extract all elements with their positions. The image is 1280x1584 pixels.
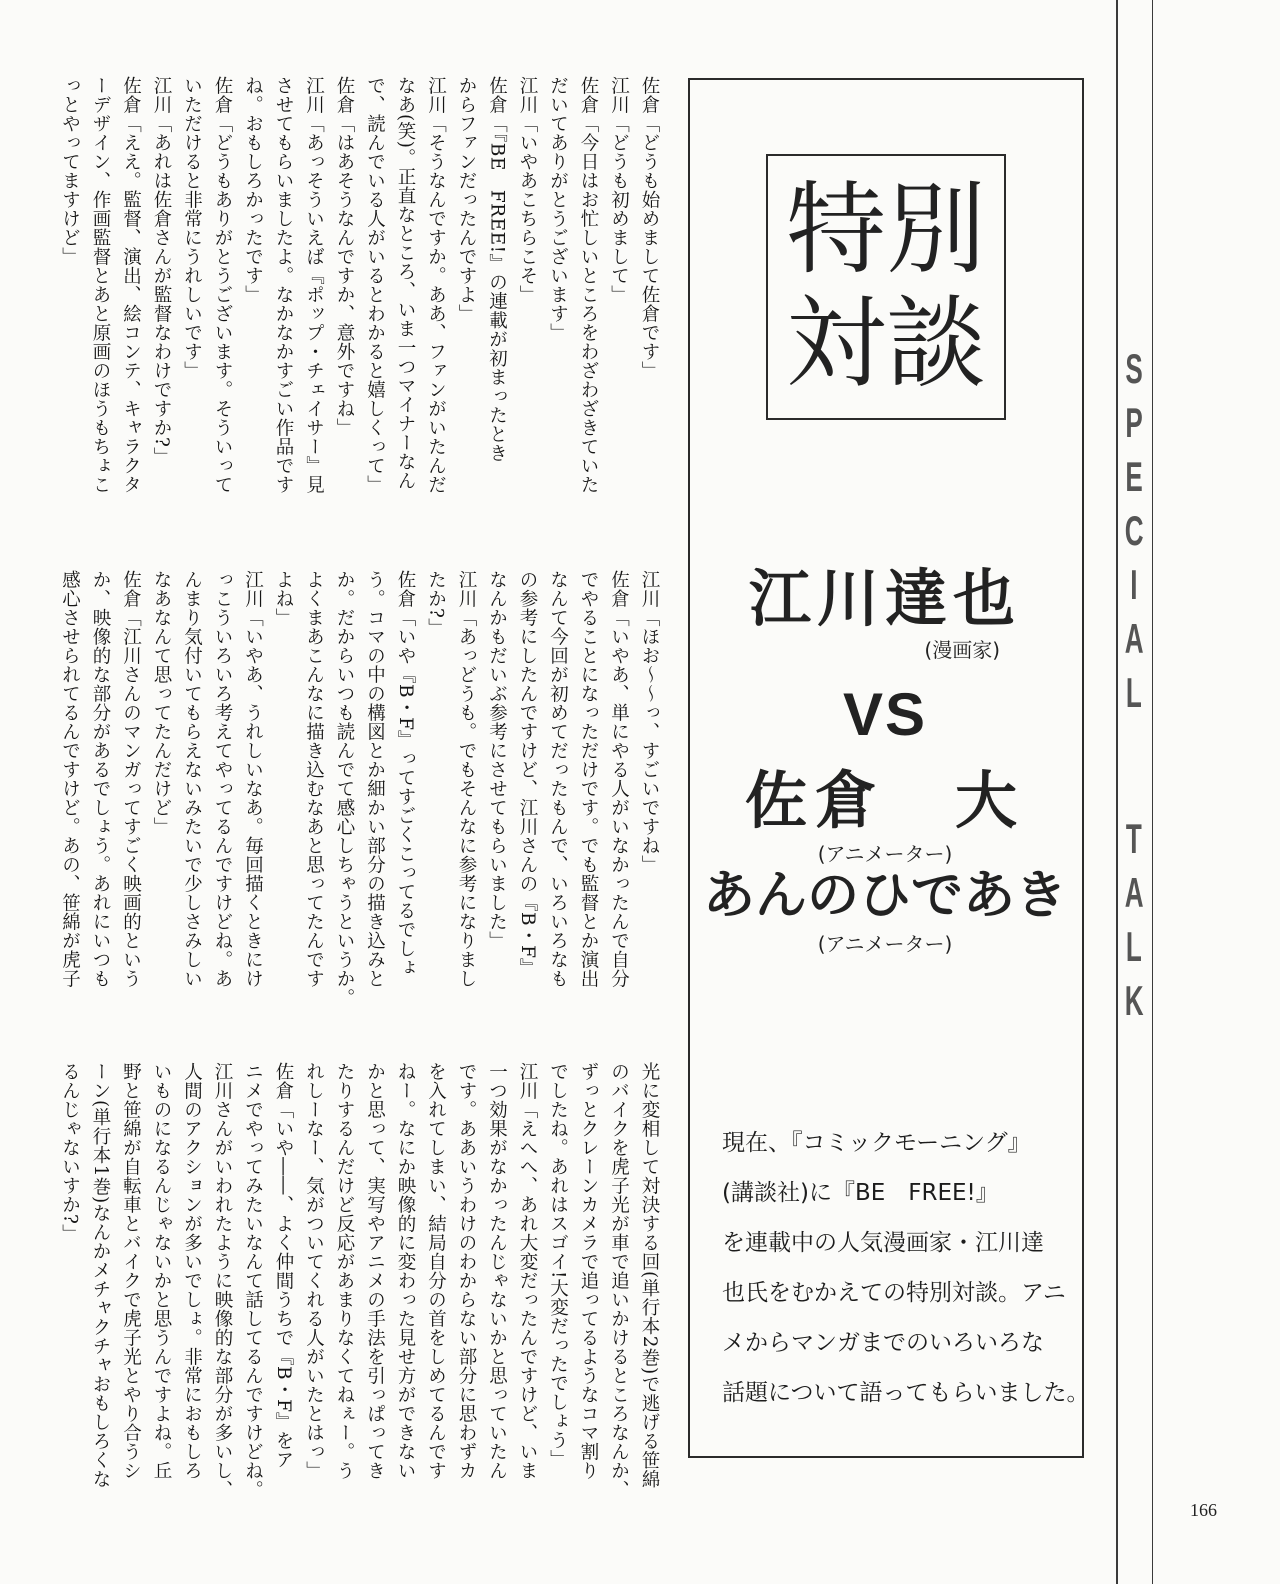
text-line: 江川「ほお〜〜っ、すごいですね」 (639, 570, 660, 874)
text-line: か、映像的な部分があるでしょう。あれにいつも (90, 570, 111, 988)
guest-1 (700, 562, 1070, 663)
dialogue-block-2 (50, 570, 664, 1040)
text-line: ーン(単行本1巻)なんかメチャクチャおもしろくな (90, 1062, 111, 1489)
text-line: のバイクを虎子光が車で追いかけるところなんか、 (608, 1062, 630, 1499)
text-line: 江川さんがいわれたように映像的な部分が多いし、 (212, 1062, 233, 1499)
text-line: の参考にしたんですけど、江川さんの『B・F』 (517, 570, 538, 978)
text-line: 江川「どうも初めまして」 (608, 76, 630, 304)
guest-name: 江川達也 (748, 562, 1021, 635)
text-line: か。だからいつも読んでて感心しちゃうというか。 (334, 570, 355, 1007)
text-line: よね」 (273, 570, 294, 627)
guest-2 (700, 764, 1070, 867)
side-label-word: T A L K (1124, 815, 1144, 1024)
text-line: からファンだったんですよ」 (456, 76, 477, 323)
text-line: 野と笹綿が自転車とバイクで虎子光とやり合うシ (120, 1062, 142, 1480)
text-line: 佐倉「『BE FREE!』の連載が初まったとき (486, 76, 508, 463)
guest-role: (アニメーター) (817, 932, 953, 956)
text-line: 佐倉「いや『B・F』ってすごくこってるでしょ (395, 570, 416, 978)
text-line: 佐倉「はあそうなんですか、意外ですね」 (334, 76, 355, 437)
text-line: ねー。なにか映像的に変わった見せ方ができない (395, 1062, 416, 1480)
text-line: 光に変相して対決する回(単行本2巻)で逃げる笹綿 (639, 1062, 660, 1489)
text-line: 江川「あっそういえば『ポップ・チェイサー』見 (303, 76, 325, 494)
text-line: 感心させられてるんですけど。あの、笹綿が虎子 (59, 570, 81, 988)
text-line: るんじゃないすか?」 (59, 1062, 81, 1244)
text-line: 佐倉「いや――、よく仲間うちで『B・F』をア (273, 1062, 294, 1470)
versus (700, 680, 1070, 749)
text-line: たか?」 (425, 570, 447, 638)
text-line: っとやってますけど」 (59, 76, 81, 266)
title-box (766, 154, 1006, 420)
text-line: 江川「えへへ、あれ大変だったんですけど、いま (517, 1062, 538, 1480)
lead-paragraph (722, 1118, 1090, 1418)
text-line: ニメでやってみたいなんて話してるんですけどね。 (242, 1062, 264, 1499)
guest-3 (700, 865, 1070, 957)
lead-line: メからマンガまでのいろいろな (722, 1330, 1044, 1356)
side-label-word: S P E C I A L (1124, 345, 1144, 716)
text-line: 人間のアクションが多いでしょ。非常におもしろ (181, 1062, 203, 1480)
vs-label: VS (842, 681, 928, 748)
guest-role: (アニメーター) (817, 842, 953, 866)
text-line: で、読んでいる人がいるとわかると嬉しくって」 (364, 76, 386, 494)
text-line: ずっとクレーンカメラで追ってるようなコマ割り (578, 1062, 599, 1480)
text-line: っこういろいろ考えてやってるんですけどね。あ (212, 570, 233, 988)
lead-line: 現在、『コミックモーニング』 (722, 1130, 1031, 1156)
text-line: 江川「あれは佐倉さんが監督なわけですか?」 (151, 76, 172, 467)
lead-line: 話題について語ってもらいました。 (722, 1380, 1090, 1406)
lead-line: 也氏をむかえての特別対談。アニ (722, 1280, 1066, 1306)
guest-name: あんのひであき (702, 865, 1067, 926)
text-line: よくまあこんなに描き込むなあと思ってたんです (303, 570, 325, 988)
lead-line: を連載中の人気漫画家・江川達 (722, 1230, 1044, 1256)
text-line: たりするんだけど反応があまりなくてねぇー。う (334, 1062, 355, 1480)
guest-name: 佐倉 大 (744, 764, 1025, 837)
text-line: なんかもだいぶ参考にさせてもらいました」 (486, 570, 508, 950)
text-line: う。コマの中の構図とか細かい部分の描き込みと (364, 570, 386, 988)
dialogue-block-3 (50, 1062, 664, 1532)
text-line: れしーなー、気がついてくれる人がいたとはっ」 (303, 1062, 325, 1480)
text-line: です。ああいうわけのわからない部分に思わずカ (456, 1062, 477, 1480)
text-line: させてもらいましたよ。なかなかすごい作品です (273, 76, 294, 494)
text-line: なんて今回が初めてだったもんで、いろいろなも (547, 570, 569, 988)
guest-role: (漫画家) (924, 638, 1000, 662)
title-line-1: 特別 (786, 171, 986, 288)
special-talk-label (1112, 345, 1156, 1228)
text-line: 一つ効果がなかったんじゃないかと思っていたん (486, 1062, 508, 1480)
text-line: 佐倉「ええ。監督、演出、絵コンテ、キャラクタ (120, 76, 142, 494)
page-number: 166 (1190, 1500, 1217, 1520)
text-line: ね。おもしろかったです」 (242, 76, 264, 304)
text-line: 佐倉「どうも始めまして佐倉です」 (639, 76, 660, 380)
title-line-2: 対談 (786, 285, 986, 402)
text-line: 佐倉「今日はお忙しいところをわざわざきていた (578, 76, 599, 494)
text-line: いただけると非常にうれしいです」 (181, 76, 203, 380)
text-line: を入れてしまい、結局自分の首をしめてるんです (425, 1062, 447, 1480)
text-line: でしたね。あれはスゴイ!大変だったでしょう」 (547, 1062, 569, 1469)
text-line: だいてありがとうございます」 (547, 76, 569, 342)
text-line: んまり気付いてもらえないみたいで少しさみしい (181, 570, 203, 988)
text-line: なあなんて思ってたんだけど」 (151, 570, 172, 836)
text-line: かと思って、実写やアニメの手法を引っぱってき (364, 1062, 386, 1480)
text-line: ーデザイン、作画監督とあと原画のほうもちょこ (90, 76, 111, 494)
text-line: でやることになっただけです。でも監督とか演出 (578, 570, 599, 988)
text-line: 佐倉「いやあ、単にやる人がいなかったんで自分 (608, 570, 630, 988)
text-line: 江川「いやあこちらこそ」 (517, 76, 538, 304)
text-line: 佐倉「どうもありがとうございます。そういって (212, 76, 233, 494)
text-line: 江川「あっどうも。でもそんなに参考になりまし (456, 570, 477, 988)
text-line: いものになるんじゃないかと思うんですよね。丘 (151, 1062, 172, 1480)
dialogue-block-1 (50, 76, 664, 556)
lead-line: (講談社)に『BE FREE!』 (722, 1180, 999, 1206)
text-line: なあ(笑)。正直なところ、いま一つマイナーなん (395, 76, 416, 491)
text-line: 江川「いやあ、うれしいなあ。毎回描くときにけ (242, 570, 264, 988)
text-line: 佐倉「江川さんのマンガってすごく映画的という (120, 570, 142, 988)
text-line: 江川「そうなんですか。ああ、ファンがいたんだ (425, 76, 447, 494)
